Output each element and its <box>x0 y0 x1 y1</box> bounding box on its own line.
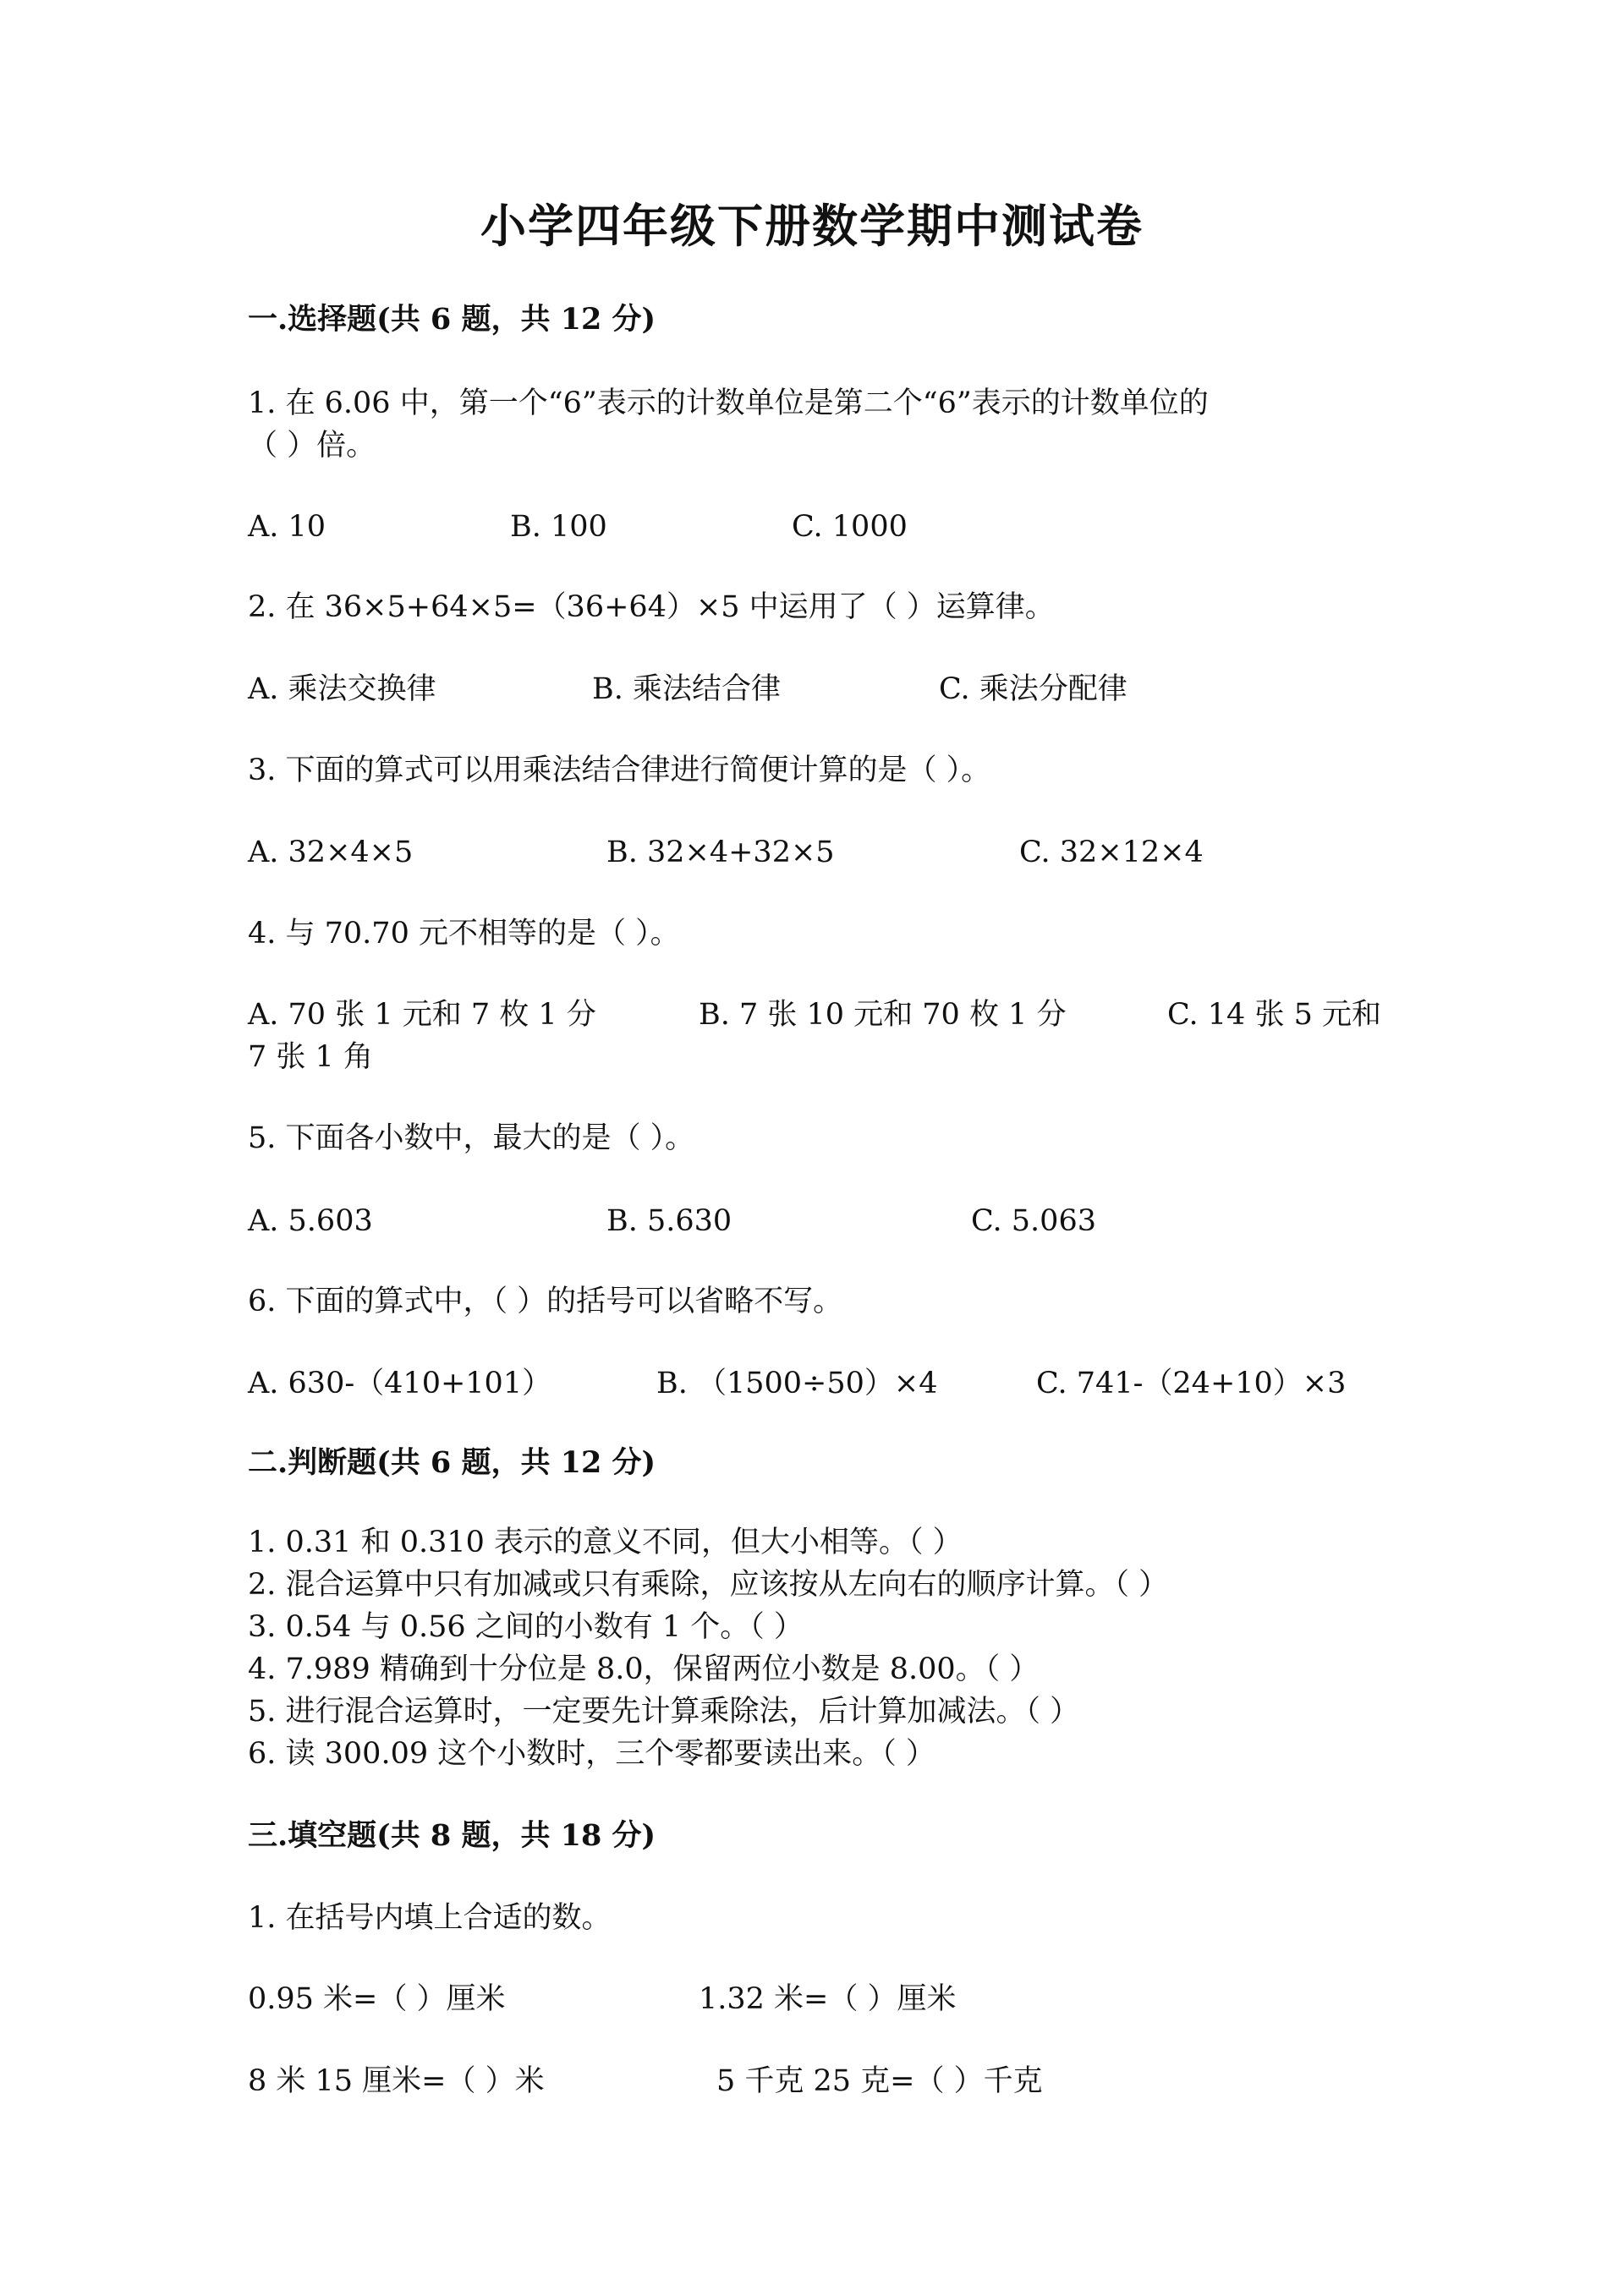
option-a: A. 32×4×5 <box>248 836 414 869</box>
option-c-continued: 7 张 1 角 <box>248 1040 373 1074</box>
judge-item: 4. 7.989 精确到十分位是 8.0，保留两位小数是 8.00。（ ） <box>248 1652 1040 1686</box>
judge-item: 1. 0.31 和 0.310 表示的意义不同，但大小相等。（ ） <box>248 1526 963 1559</box>
fill-item: 5 千克 25 克=（ ）千克 <box>716 2064 1043 2098</box>
fill-item: 8 米 15 厘米=（ ）米 <box>248 2064 545 2098</box>
section-heading-choice: 一.选择题(共 6 题，共 12 分) <box>248 302 656 337</box>
option-a: A. 70 张 1 元和 7 枚 1 分 <box>248 998 596 1032</box>
option-c: C. 5.063 <box>971 1204 1096 1238</box>
question-text: 5. 下面各小数中，最大的是（ ）。 <box>248 1121 695 1155</box>
option-a: A. 10 <box>248 510 326 544</box>
fill-item: 0.95 米=（ ）厘米 <box>248 1982 506 2016</box>
question-text: 4. 与 70.70 元不相等的是（ ）。 <box>248 917 680 951</box>
option-b: B. 5.630 <box>606 1204 732 1238</box>
page-title: 小学四年级下册数学期中测试卷 <box>480 199 1144 253</box>
question-text: 1. 在括号内填上合适的数。 <box>248 1901 612 1935</box>
question-text: 6. 下面的算式中，（ ）的括号可以省略不写。 <box>248 1285 843 1318</box>
option-c: C. 1000 <box>792 510 908 544</box>
judge-item: 5. 进行混合运算时，一定要先计算乘除法，后计算加减法。（ ） <box>248 1695 1080 1729</box>
option-a: A. 5.603 <box>248 1204 373 1238</box>
option-b: B. 乘法结合律 <box>592 672 781 706</box>
question-text: 3. 下面的算式可以用乘法结合律进行简便计算的是（ ）。 <box>248 753 991 787</box>
option-b: B. 100 <box>510 510 607 544</box>
option-a: A. 乘法交换律 <box>248 672 436 706</box>
judge-item: 6. 读 300.09 这个小数时，三个零都要读出来。（ ） <box>248 1737 935 1771</box>
section-heading-fill: 三.填空题(共 8 题，共 18 分) <box>248 1818 656 1853</box>
question-text: 1. 在 6.06 中，第一个“6”表示的计数单位是第二个“6”表示的计数单位的 <box>248 386 1209 420</box>
judge-item: 2. 混合运算中只有加减或只有乘除，应该按从左向右的顺序计算。（ ） <box>248 1568 1169 1602</box>
judge-item: 3. 0.54 与 0.56 之间的小数有 1 个。（ ） <box>248 1610 804 1644</box>
option-b: B. 32×4+32×5 <box>606 836 835 869</box>
fill-item: 1.32 米=（ ）厘米 <box>699 1982 957 2016</box>
option-c: C. 14 张 5 元和 <box>1167 998 1381 1032</box>
option-b: B. 7 张 10 元和 70 枚 1 分 <box>699 998 1067 1032</box>
option-a: A. 630-（410+101） <box>248 1367 552 1400</box>
section-heading-judge: 二.判断题(共 6 题，共 12 分) <box>248 1445 656 1480</box>
question-text: （ ）倍。 <box>248 429 376 463</box>
option-c: C. 32×12×4 <box>1019 836 1204 869</box>
option-c: C. 741-（24+10）×3 <box>1036 1367 1347 1400</box>
option-b: B. （1500÷50）×4 <box>656 1367 938 1400</box>
option-c: C. 乘法分配律 <box>939 672 1127 706</box>
question-text: 2. 在 36×5+64×5=（36+64）×5 中运用了（ ）运算律。 <box>248 590 1055 624</box>
